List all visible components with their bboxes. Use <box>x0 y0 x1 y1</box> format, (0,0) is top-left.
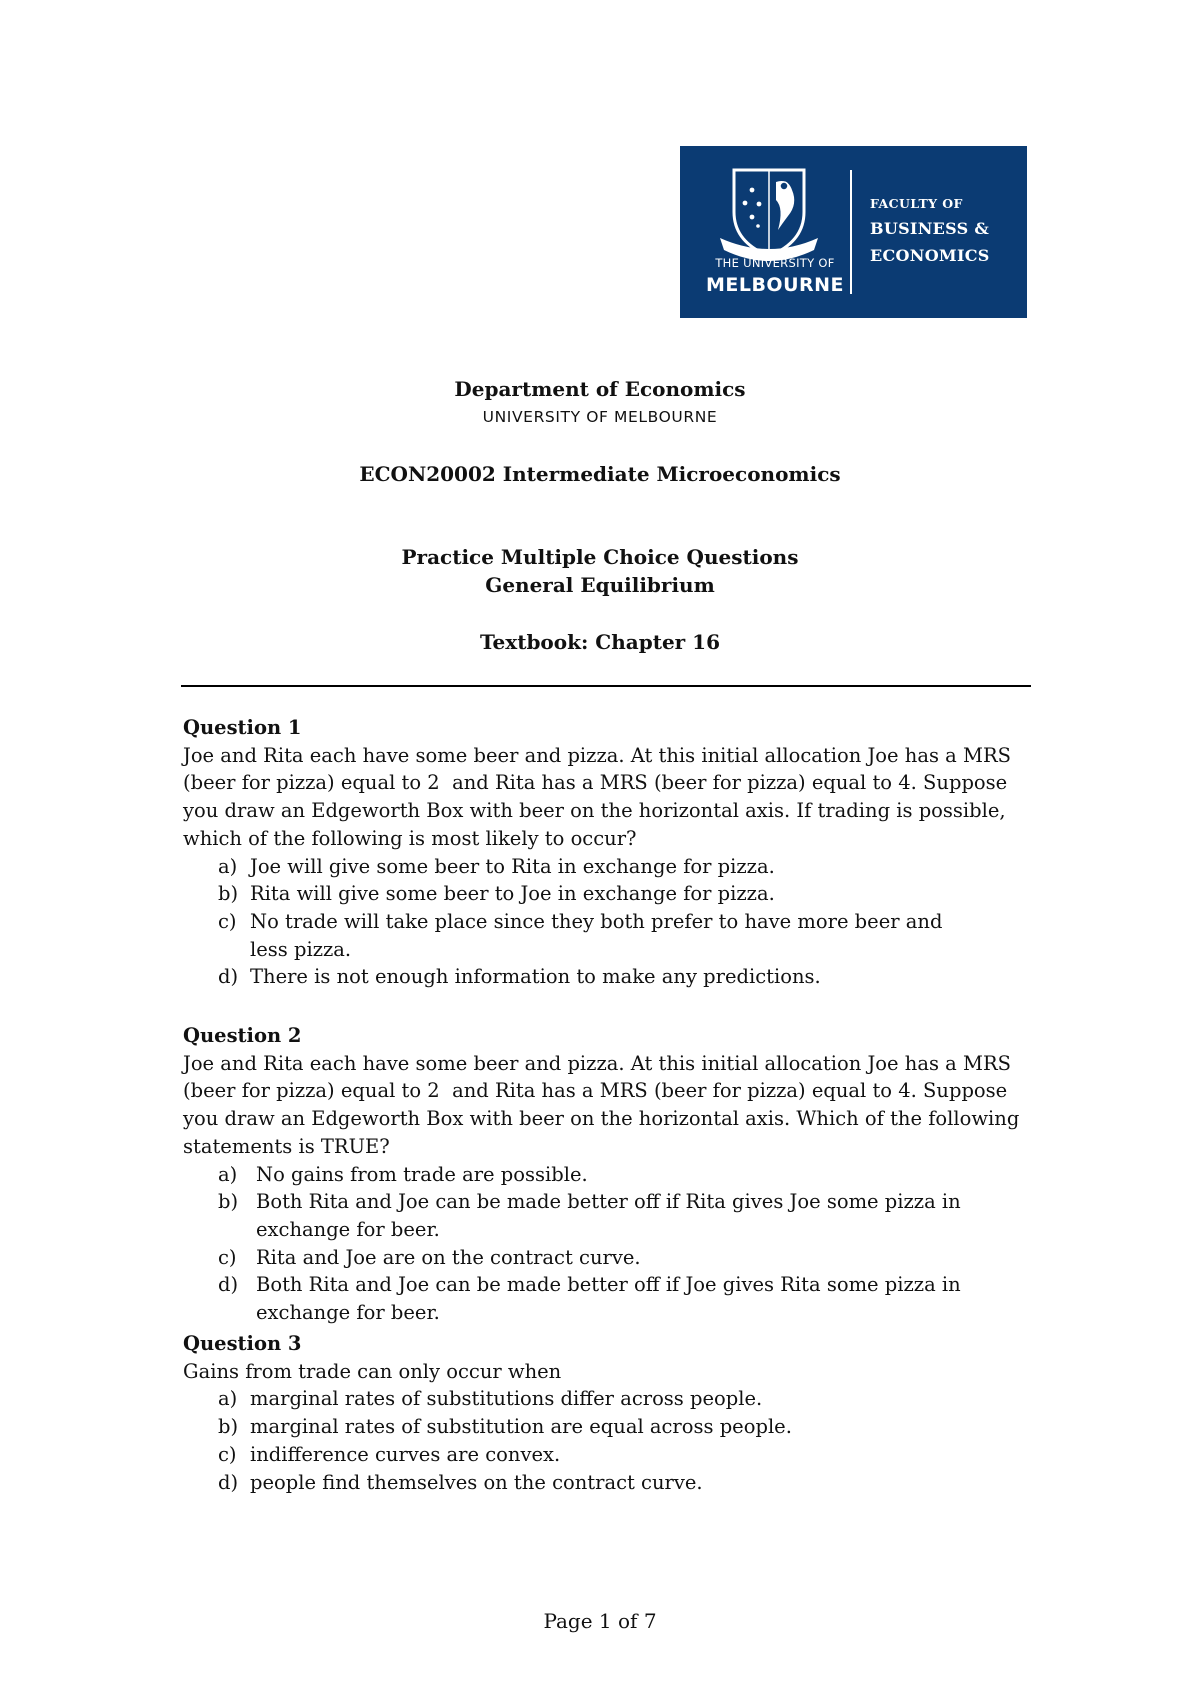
document-title: Practice Multiple Choice Questions <box>401 545 799 569</box>
question-2 <box>183 1022 1033 1327</box>
option-letter: d) <box>218 1470 239 1494</box>
option-text: Rita will give some beer to Joe in exchange for pizza. <box>250 882 775 906</box>
answer-option <box>183 1469 1033 1497</box>
question-stem: Joe and Rita each have some beer and pizza. At this initial allocation Joe has a MRS (beer for pizza) equal to 2 and Rita has a MRS (beer for pizza) equal to 4. Suppose you draw an Edgeworth Box with beer on the horizontal axis. If trading is possible, which of the following is most likely to occur? <box>183 743 1011 850</box>
answer-option <box>183 1188 1033 1243</box>
horizontal-rule <box>181 685 1031 687</box>
question-stem: Gains from trade can only occur when <box>183 1359 562 1383</box>
logo-faculty-line2: BUSINESS & <box>870 219 990 238</box>
question-3 <box>183 1330 1033 1496</box>
logo-faculty-line1: FACULTY OF <box>870 196 963 211</box>
question-1 <box>183 714 1033 991</box>
answer-option <box>183 908 1033 963</box>
option-text: people find themselves on the contract curve. <box>250 1470 703 1494</box>
option-text: Joe will give some beer to Rita in exchange for pizza. <box>250 854 775 878</box>
option-text: Rita and Joe are on the contract curve. <box>256 1245 641 1269</box>
answer-option <box>183 1271 1033 1326</box>
option-text: No trade will take place since they both prefer to have more beer and less pizza. <box>250 909 943 961</box>
answer-option <box>183 1244 1033 1272</box>
option-text: There is not enough information to make any predictions. <box>250 965 821 989</box>
logo-university-small: THE UNIVERSITY OF <box>715 256 835 270</box>
option-text: Both Rita and Joe can be made better off if Rita gives Joe some pizza in exchange for beer. <box>256 1190 961 1241</box>
university-heading: UNIVERSITY OF MELBOURNE <box>482 408 718 426</box>
option-text: marginal rates of substitution are equal across people. <box>250 1415 792 1439</box>
page-number: Page 1 of 7 <box>543 1609 657 1633</box>
option-letter: d) <box>218 1273 239 1297</box>
option-letter: c) <box>218 1245 237 1269</box>
document-subtitle: General Equilibrium <box>485 573 715 597</box>
option-text: indifference curves are convex. <box>250 1442 561 1466</box>
option-letter: a) <box>218 854 238 878</box>
option-letter: b) <box>218 1415 239 1439</box>
answer-option <box>183 1413 1033 1441</box>
option-letter: c) <box>218 1442 237 1466</box>
option-letter: a) <box>218 1162 238 1186</box>
option-text: No gains from trade are possible. <box>256 1162 588 1186</box>
logo-divider <box>850 170 852 294</box>
answer-option <box>183 853 1033 881</box>
logo-faculty-line3: ECONOMICS <box>870 246 990 265</box>
question-stem: Joe and Rita each have some beer and pizza. At this initial allocation Joe has a MRS (beer for pizza) equal to 2 and Rita has a MRS (beer for pizza) equal to 4. Suppose you draw an Edgeworth Box with beer on the horizontal axis. Which of the following statements is TRUE? <box>183 1051 1020 1158</box>
question-title: Question 1 <box>183 716 302 739</box>
answer-option <box>183 963 1033 991</box>
department-heading: Department of Economics <box>454 377 746 401</box>
option-text: Both Rita and Joe can be made better off if Joe gives Rita some pizza in exchange for beer. <box>256 1273 961 1325</box>
answer-option <box>183 1441 1033 1469</box>
option-letter: a) <box>218 1387 238 1411</box>
question-title: Question 2 <box>183 1024 302 1047</box>
option-letter: c) <box>218 909 237 933</box>
answer-option <box>183 1385 1033 1413</box>
option-letter: d) <box>218 965 239 989</box>
answer-option <box>183 1161 1033 1189</box>
answer-option <box>183 880 1033 908</box>
logo-university-big: MELBOURNE <box>705 274 845 296</box>
course-title: ECON20002 Intermediate Microeconomics <box>359 462 841 486</box>
question-title: Question 3 <box>183 1332 302 1355</box>
textbook-reference: Textbook: Chapter 16 <box>479 630 721 654</box>
option-letter: b) <box>218 1190 239 1214</box>
university-logo <box>680 146 1027 318</box>
option-letter: b) <box>218 882 239 906</box>
option-text: marginal rates of substitutions differ across people. <box>250 1387 763 1411</box>
